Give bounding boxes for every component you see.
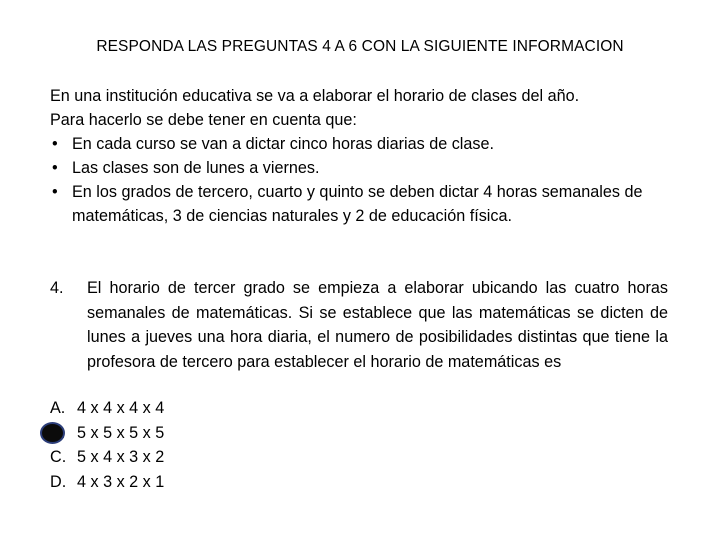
bullet-icon: • (52, 183, 58, 201)
list-item-text: En cada curso se van a dictar cinco horas diarias de clase. (72, 135, 494, 153)
intro-line-1: En una institución educativa se va a elaborar el horario de clases del año. (50, 87, 580, 105)
question-text: El horario de tercer grado se empieza a elaborar ubicando las cuatro horas semanales de matemáticas. Si se establece que las matemáticas se dicten de lunes a jueves una hora diaria, el numero de posibilidades distintas que tiene la profesora de tercero para establecer el horario de matemáticas es (87, 279, 668, 371)
option-letter: D. (50, 472, 67, 491)
intro-line-2: Para hacerlo se debe tener en cuenta que: (50, 111, 357, 129)
option-text: 4 x 3 x 2 x 1 (77, 472, 165, 491)
question-row (50, 276, 668, 374)
list-item (50, 156, 690, 180)
list-item (50, 180, 690, 228)
option-text: 5 x 4 x 3 x 2 (77, 448, 165, 466)
list-item-text: Las clases son de lunes a viernes. (72, 159, 320, 177)
selected-answer-marker-icon (40, 422, 65, 444)
option-text: 4 x 4 x 4 x 4 (77, 399, 165, 417)
option-d[interactable] (50, 470, 164, 495)
list-item (50, 132, 690, 156)
conditions-list (50, 132, 690, 228)
intro-block (50, 84, 690, 228)
option-letter: A. (50, 399, 66, 417)
option-c[interactable] (50, 445, 164, 470)
option-text: 5 x 5 x 5 x 5 (77, 423, 165, 442)
list-item-text: En los grados de tercero, cuarto y quinto se deben dictar 4 horas semanales de matemáticas, 3 de ciencias naturales y 2 de educación física. (72, 183, 643, 225)
answer-options (50, 396, 164, 494)
bullet-icon: • (52, 159, 58, 177)
question-number: 4. (50, 279, 64, 297)
question-block (50, 276, 668, 374)
option-a[interactable] (50, 396, 164, 421)
bullet-icon: • (52, 135, 58, 153)
option-b[interactable] (50, 421, 164, 446)
option-letter: C. (50, 448, 67, 466)
page-title: RESPONDA LAS PREGUNTAS 4 A 6 CON LA SIGUIENTE INFORMACION (96, 38, 624, 55)
